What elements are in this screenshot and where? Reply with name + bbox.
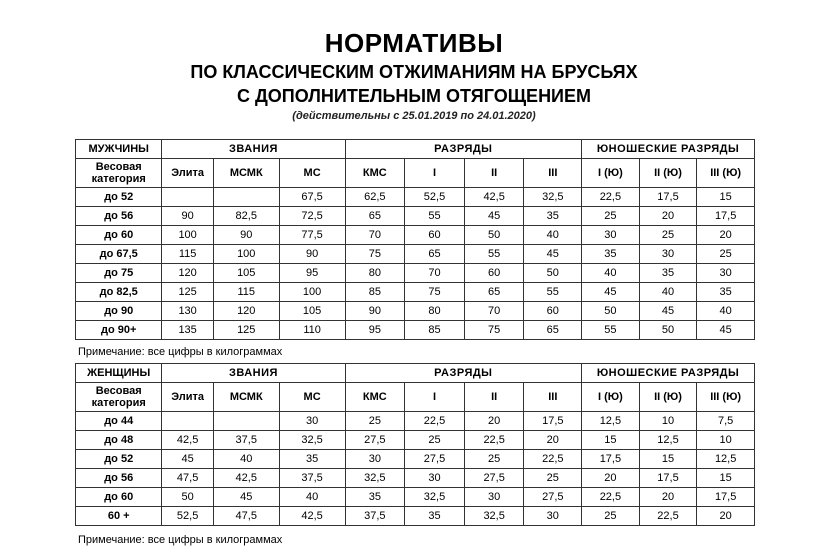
value-cell: 25 — [582, 207, 640, 226]
column-header: Элита — [162, 159, 213, 188]
column-header: II (Ю) — [639, 159, 697, 188]
value-cell: 65 — [524, 321, 582, 340]
weight-category-cell: до 60 — [76, 488, 162, 507]
value-cell: 75 — [345, 245, 405, 264]
value-cell: 30 — [697, 264, 755, 283]
value-cell: 17,5 — [582, 450, 640, 469]
value-cell: 70 — [464, 302, 524, 321]
value-cell: 37,5 — [279, 469, 345, 488]
value-cell: 22,5 — [582, 188, 640, 207]
value-cell: 32,5 — [405, 488, 465, 507]
men-group-razryady: РАЗРЯДЫ — [345, 140, 582, 159]
weight-category-cell: до 90 — [76, 302, 162, 321]
value-cell: 65 — [345, 207, 405, 226]
column-header: III (Ю) — [697, 383, 755, 412]
value-cell: 70 — [405, 264, 465, 283]
value-cell: 42,5 — [213, 469, 279, 488]
women-standards-table — [75, 363, 755, 526]
value-cell: 47,5 — [162, 469, 213, 488]
value-cell: 90 — [213, 226, 279, 245]
value-cell: 90 — [279, 245, 345, 264]
value-cell: 120 — [162, 264, 213, 283]
value-cell: 17,5 — [639, 188, 697, 207]
value-cell: 42,5 — [162, 431, 213, 450]
column-header: МСМК — [213, 159, 279, 188]
value-cell: 45 — [582, 283, 640, 302]
column-header: I — [405, 383, 465, 412]
weight-category-cell: до 67,5 — [76, 245, 162, 264]
value-cell: 115 — [162, 245, 213, 264]
column-header: III — [524, 383, 582, 412]
column-header: I (Ю) — [582, 383, 640, 412]
value-cell: 90 — [162, 207, 213, 226]
value-cell: 35 — [582, 245, 640, 264]
value-cell: 15 — [639, 450, 697, 469]
value-cell: 55 — [524, 283, 582, 302]
value-cell: 50 — [162, 488, 213, 507]
value-cell: 22,5 — [639, 507, 697, 526]
column-header: МС — [279, 159, 345, 188]
value-cell: 50 — [524, 264, 582, 283]
value-cell: 30 — [279, 412, 345, 431]
value-cell: 15 — [697, 469, 755, 488]
women-cat-header: Весовая категория — [76, 383, 162, 412]
value-cell: 20 — [639, 207, 697, 226]
value-cell: 72,5 — [279, 207, 345, 226]
value-cell: 32,5 — [524, 188, 582, 207]
table-row — [76, 488, 755, 507]
value-cell: 20 — [697, 226, 755, 245]
value-cell: 40 — [279, 488, 345, 507]
value-cell: 12,5 — [697, 450, 755, 469]
value-cell: 37,5 — [345, 507, 405, 526]
value-cell: 60 — [405, 226, 465, 245]
value-cell — [162, 412, 213, 431]
weight-category-cell: до 60 — [76, 226, 162, 245]
value-cell: 55 — [582, 321, 640, 340]
value-cell: 32,5 — [279, 431, 345, 450]
value-cell: 50 — [639, 321, 697, 340]
value-cell: 22,5 — [524, 450, 582, 469]
value-cell: 20 — [582, 469, 640, 488]
weight-category-cell: до 52 — [76, 450, 162, 469]
value-cell: 52,5 — [405, 188, 465, 207]
value-cell: 27,5 — [524, 488, 582, 507]
value-cell: 25 — [582, 507, 640, 526]
value-cell: 20 — [639, 488, 697, 507]
value-cell: 77,5 — [279, 226, 345, 245]
value-cell: 42,5 — [464, 188, 524, 207]
value-cell: 60 — [464, 264, 524, 283]
value-cell: 20 — [464, 412, 524, 431]
women-group-yunosheskie: ЮНОШЕСКИЕ РАЗРЯДЫ — [582, 364, 755, 383]
women-group-razryady: РАЗРЯДЫ — [345, 364, 582, 383]
value-cell: 95 — [279, 264, 345, 283]
value-cell: 30 — [524, 507, 582, 526]
table-row — [76, 245, 755, 264]
value-cell: 115 — [213, 283, 279, 302]
table-row — [76, 450, 755, 469]
value-cell: 70 — [345, 226, 405, 245]
value-cell: 25 — [639, 226, 697, 245]
value-cell: 35 — [279, 450, 345, 469]
value-cell: 100 — [213, 245, 279, 264]
column-header: I (Ю) — [582, 159, 640, 188]
value-cell: 15 — [582, 431, 640, 450]
women-group-header-row — [76, 364, 755, 383]
men-group-zvaniya: ЗВАНИЯ — [162, 140, 345, 159]
value-cell: 20 — [697, 507, 755, 526]
value-cell: 50 — [464, 226, 524, 245]
value-cell: 12,5 — [582, 412, 640, 431]
column-header: II (Ю) — [639, 383, 697, 412]
value-cell: 85 — [345, 283, 405, 302]
value-cell: 45 — [213, 488, 279, 507]
column-header: III (Ю) — [697, 159, 755, 188]
column-header: II — [464, 159, 524, 188]
value-cell: 47,5 — [213, 507, 279, 526]
value-cell: 25 — [345, 412, 405, 431]
value-cell: 25 — [464, 450, 524, 469]
value-cell: 22,5 — [464, 431, 524, 450]
table-row — [76, 469, 755, 488]
value-cell: 105 — [279, 302, 345, 321]
subtitle-exercise: ПО КЛАССИЧЕСКИМ ОТЖИМАНИЯМ НА БРУСЬЯХ — [190, 62, 638, 82]
column-header: МС — [279, 383, 345, 412]
value-cell: 15 — [697, 188, 755, 207]
weight-category-cell: до 90+ — [76, 321, 162, 340]
value-cell: 30 — [582, 226, 640, 245]
value-cell: 50 — [582, 302, 640, 321]
value-cell: 40 — [213, 450, 279, 469]
value-cell: 105 — [213, 264, 279, 283]
value-cell: 80 — [345, 264, 405, 283]
column-header: Элита — [162, 383, 213, 412]
value-cell: 27,5 — [405, 450, 465, 469]
value-cell: 42,5 — [279, 507, 345, 526]
men-cat-header: Весовая категория — [76, 159, 162, 188]
value-cell: 65 — [464, 283, 524, 302]
value-cell: 22,5 — [582, 488, 640, 507]
men-standards-table — [75, 139, 755, 340]
subtitle-weight: С ДОПОЛНИТЕЛЬНЫМ ОТЯГОЩЕНИЕМ — [236, 86, 591, 106]
women-label: ЖЕНЩИНЫ — [76, 364, 162, 383]
men-column-header-row — [76, 159, 755, 188]
value-cell: 25 — [697, 245, 755, 264]
value-cell: 30 — [405, 469, 465, 488]
table-row — [76, 283, 755, 302]
value-cell: 22,5 — [405, 412, 465, 431]
value-cell: 40 — [697, 302, 755, 321]
value-cell: 40 — [524, 226, 582, 245]
value-cell: 45 — [162, 450, 213, 469]
column-header: I — [405, 159, 465, 188]
table-row — [76, 207, 755, 226]
table-row — [76, 302, 755, 321]
value-cell: 90 — [345, 302, 405, 321]
value-cell: 40 — [639, 283, 697, 302]
value-cell: 32,5 — [345, 469, 405, 488]
value-cell: 35 — [524, 207, 582, 226]
value-cell: 125 — [213, 321, 279, 340]
value-cell: 75 — [464, 321, 524, 340]
table-row — [76, 264, 755, 283]
value-cell: 17,5 — [697, 488, 755, 507]
column-header: МСМК — [213, 383, 279, 412]
value-cell: 17,5 — [639, 469, 697, 488]
value-cell: 10 — [697, 431, 755, 450]
weight-category-cell: до 52 — [76, 188, 162, 207]
women-note: Примечание: все цифры в килограммах — [78, 534, 283, 546]
value-cell: 25 — [405, 431, 465, 450]
weight-category-cell: 60 + — [76, 507, 162, 526]
value-cell: 95 — [345, 321, 405, 340]
women-column-header-row — [76, 383, 755, 412]
value-cell: 135 — [162, 321, 213, 340]
value-cell: 7,5 — [697, 412, 755, 431]
table-row — [76, 188, 755, 207]
value-cell: 40 — [582, 264, 640, 283]
value-cell: 20 — [524, 431, 582, 450]
value-cell: 27,5 — [464, 469, 524, 488]
value-cell: 75 — [405, 283, 465, 302]
value-cell: 120 — [213, 302, 279, 321]
value-cell: 37,5 — [213, 431, 279, 450]
value-cell: 65 — [405, 245, 465, 264]
value-cell: 100 — [279, 283, 345, 302]
page-title: НОРМАТИВЫ — [324, 28, 504, 58]
value-cell: 45 — [697, 321, 755, 340]
value-cell: 85 — [405, 321, 465, 340]
table-row — [76, 412, 755, 431]
value-cell — [213, 188, 279, 207]
value-cell: 45 — [639, 302, 697, 321]
value-cell: 30 — [639, 245, 697, 264]
value-cell: 60 — [524, 302, 582, 321]
value-cell: 25 — [524, 469, 582, 488]
value-cell: 35 — [697, 283, 755, 302]
men-note: Примечание: все цифры в килограммах — [78, 346, 283, 358]
value-cell: 30 — [345, 450, 405, 469]
value-cell: 55 — [405, 207, 465, 226]
value-cell: 17,5 — [524, 412, 582, 431]
value-cell: 17,5 — [697, 207, 755, 226]
value-cell: 12,5 — [639, 431, 697, 450]
weight-category-cell: до 48 — [76, 431, 162, 450]
value-cell: 30 — [464, 488, 524, 507]
weight-category-cell: до 56 — [76, 469, 162, 488]
value-cell — [162, 188, 213, 207]
value-cell: 32,5 — [464, 507, 524, 526]
value-cell: 100 — [162, 226, 213, 245]
men-group-header-row — [76, 140, 755, 159]
weight-category-cell: до 82,5 — [76, 283, 162, 302]
column-header: КМС — [345, 383, 405, 412]
value-cell: 35 — [345, 488, 405, 507]
value-cell: 55 — [464, 245, 524, 264]
column-header: II — [464, 383, 524, 412]
value-cell: 62,5 — [345, 188, 405, 207]
value-cell: 110 — [279, 321, 345, 340]
column-header: III — [524, 159, 582, 188]
women-group-zvaniya: ЗВАНИЯ — [162, 364, 345, 383]
value-cell: 35 — [405, 507, 465, 526]
column-header: КМС — [345, 159, 405, 188]
validity-period: (действительны с 25.01.2019 по 24.01.2020) — [292, 110, 536, 122]
value-cell: 45 — [464, 207, 524, 226]
weight-category-cell: до 44 — [76, 412, 162, 431]
table-row — [76, 321, 755, 340]
value-cell: 125 — [162, 283, 213, 302]
men-label: МУЖЧИНЫ — [76, 140, 162, 159]
value-cell: 67,5 — [279, 188, 345, 207]
table-row — [76, 431, 755, 450]
table-row — [76, 226, 755, 245]
weight-category-cell: до 75 — [76, 264, 162, 283]
value-cell: 45 — [524, 245, 582, 264]
value-cell: 52,5 — [162, 507, 213, 526]
value-cell: 10 — [639, 412, 697, 431]
men-group-yunosheskie: ЮНОШЕСКИЕ РАЗРЯДЫ — [582, 140, 755, 159]
value-cell: 27,5 — [345, 431, 405, 450]
value-cell: 80 — [405, 302, 465, 321]
value-cell — [213, 412, 279, 431]
value-cell: 130 — [162, 302, 213, 321]
weight-category-cell: до 56 — [76, 207, 162, 226]
table-row — [76, 507, 755, 526]
value-cell: 35 — [639, 264, 697, 283]
value-cell: 82,5 — [213, 207, 279, 226]
